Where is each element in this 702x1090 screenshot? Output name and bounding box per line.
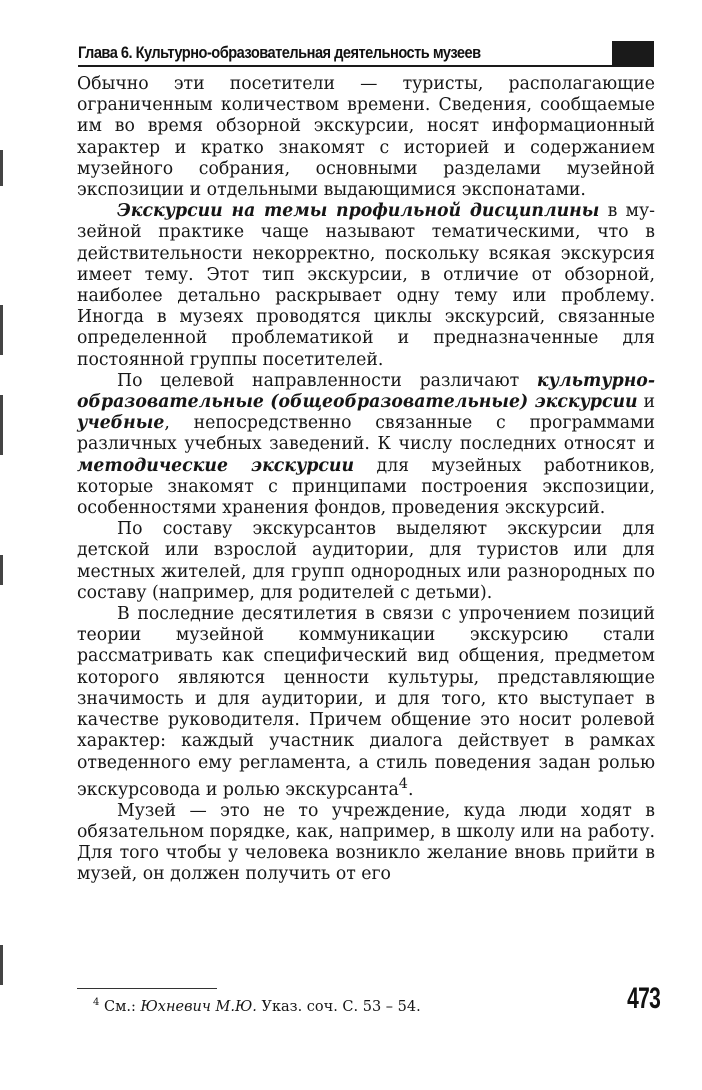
footnote-divider — [77, 988, 217, 989]
scan-edge-mark — [0, 305, 3, 355]
scan-edge-mark — [0, 945, 3, 985]
footnote-prefix: См.: — [99, 998, 141, 1015]
paragraph-3-text-a: По целевой направленности различают — [117, 370, 537, 391]
chapter-title: Глава 6. Культурно-образовательная деятельность музеев — [78, 43, 481, 62]
footnote-reference[interactable]: 4 — [398, 775, 408, 792]
emphasis-term: Экскурсии на темы профильной дисциплины — [117, 201, 600, 222]
footnote — [93, 994, 533, 1016]
footnote-source: Указ. соч. С. 53 – 54. — [256, 998, 421, 1015]
emphasis-term: культурно-образовательные (общеобразовательные) экскурсии — [77, 370, 655, 413]
paragraph-3-text-c: , непосредственно связанные с программами различных учебных заведений. К числу последних относят и — [77, 413, 655, 455]
emphasis-term: учебные — [77, 413, 165, 434]
emphasis-term: методические экскурсии — [77, 455, 355, 476]
scan-edge-mark — [0, 150, 3, 186]
scan-edge-mark — [0, 395, 3, 455]
paragraph-6: Музей — это не то учреждение, куда люди ходят в обязательном порядке, как, например, в школу или на работу. Для того чтобы у человека возникло желание вновь прийти в музей, он должен получить от его — [77, 800, 655, 885]
paragraph-5-end: . — [407, 779, 414, 800]
header-rule — [78, 65, 654, 67]
paragraph-1: Обычно эти посетители — туристы, располагающие ограниченным количеством времени. Сведения, сообщаемые им во время обзорной экскурсии, носят информационный характер и кратко знакомят с историей и содержанием музейного собрания, основными разделами музейной экспозиции и отдельными выдающимися экспонатами. — [77, 74, 655, 201]
running-header — [78, 41, 654, 67]
paragraph-3-text-d: для музейных работников, которые знакомят с принципами построения экспозиции, особенностями хранения фондов, проведения экскурсий. — [77, 455, 656, 519]
paragraph-2-text: в музейной практике чаще называют тематическими, что в действительности некорректно, поскольку всякая экскурсия имеет тему. Этот тип экскурсии, в отличие от обзорной, наиболее детально раскрывает одну тему или проблему. Иногда в музеях проводятся циклы экскурсий, связанные определенной проблематикой и предназначенные для постоянной группы посетителей. — [77, 201, 655, 370]
paragraph-2 — [77, 201, 655, 371]
paragraph-3 — [77, 371, 655, 519]
paragraph-5 — [77, 604, 655, 801]
footnote-marker: 4 — [93, 997, 100, 1008]
paragraph-4: По составу экскурсантов выделяют экскурсии для детской или взрослой аудитории, для туристов или для местных жителей, для групп однородных или разнородных по составу (например, для родителей с детьми). — [77, 519, 655, 603]
scan-edge-mark — [0, 555, 3, 585]
footnote-author: Юхневич М.Ю. — [140, 998, 257, 1015]
paragraph-5-text: В последние десятилетия в связи с упрочением позиций теории музейной коммуникации экскурсию стали рассматривать как специфический вид общения, предметом которого являются ценности культуры, представляющие значимость и для аудитории, и для того, кто выступает в качестве руководителя. Причем общение это носит ролевой характер: каждый участник диалога действует в рамках отведенного ему регламента, а стиль поведения задан ролью экскурсовода и ролью экскурсанта — [77, 604, 655, 800]
body-text — [77, 74, 655, 885]
page-number: 473 — [627, 982, 660, 1015]
header-black-tab — [612, 41, 654, 65]
paragraph-3-text-b: и — [637, 392, 655, 413]
